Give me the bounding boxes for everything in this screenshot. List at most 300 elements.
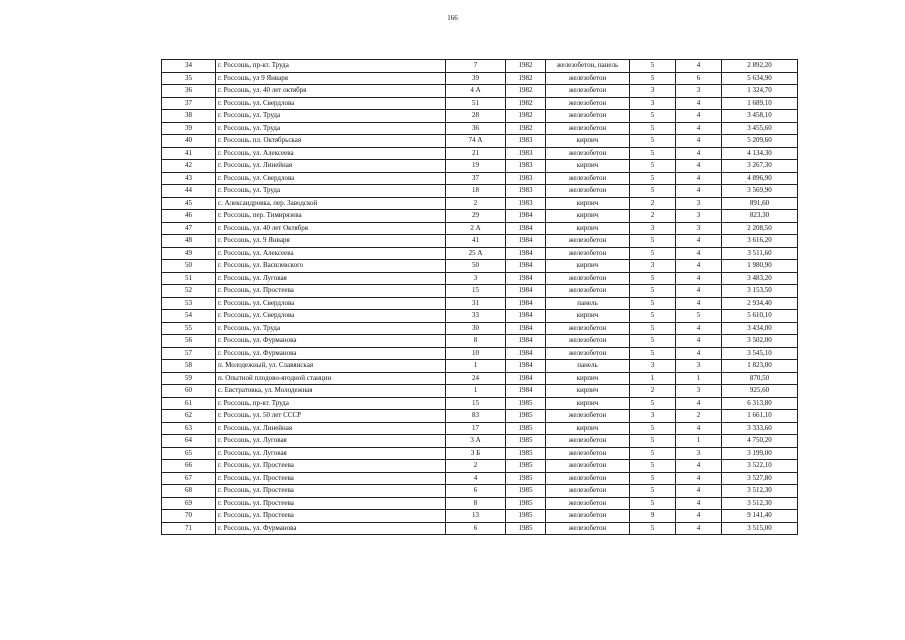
build-year-cell: 1983 xyxy=(506,147,546,160)
floors-cell: 5 xyxy=(630,322,676,335)
build-year-cell: 1982 xyxy=(506,85,546,98)
entrances-cell: 4 xyxy=(676,285,722,298)
area-cell: 3 458,10 xyxy=(722,110,798,123)
address-cell: г. Россошь, ул. Свердлова xyxy=(216,97,446,110)
table-row xyxy=(162,60,798,73)
floors-cell: 2 xyxy=(630,385,676,398)
floors-cell: 5 xyxy=(630,522,676,535)
table-row xyxy=(162,247,798,260)
build-year-cell: 1984 xyxy=(506,322,546,335)
house-number-cell: 10 xyxy=(446,347,506,360)
row-number: 46 xyxy=(162,210,216,223)
house-number-cell: 74 А xyxy=(446,135,506,148)
address-cell: г. Россошь, ул. Простеева xyxy=(216,485,446,498)
build-year-cell: 1983 xyxy=(506,185,546,198)
house-number-cell: 1 xyxy=(446,360,506,373)
area-cell: 3 616,20 xyxy=(722,235,798,248)
build-year-cell: 1984 xyxy=(506,285,546,298)
floors-cell: 3 xyxy=(630,222,676,235)
floors-cell: 5 xyxy=(630,272,676,285)
table-row xyxy=(162,322,798,335)
build-year-cell: 1984 xyxy=(506,260,546,273)
build-year-cell: 1984 xyxy=(506,272,546,285)
table-row xyxy=(162,460,798,473)
floors-cell: 5 xyxy=(630,447,676,460)
wall-material-cell: железобетон xyxy=(546,110,630,123)
row-number: 58 xyxy=(162,360,216,373)
address-cell: г. Россошь, ул. Труда xyxy=(216,122,446,135)
row-number: 54 xyxy=(162,310,216,323)
area-cell: 1 689,10 xyxy=(722,97,798,110)
address-cell: г. Россошь, ул. 9 Января xyxy=(216,235,446,248)
area-cell: 870,50 xyxy=(722,372,798,385)
table-row xyxy=(162,147,798,160)
row-number: 41 xyxy=(162,147,216,160)
area-cell: 2 892,20 xyxy=(722,60,798,73)
floors-cell: 5 xyxy=(630,160,676,173)
floors-cell: 5 xyxy=(630,122,676,135)
floors-cell: 5 xyxy=(630,285,676,298)
area-cell: 925,60 xyxy=(722,385,798,398)
area-cell: 5 610,10 xyxy=(722,310,798,323)
build-year-cell: 1984 xyxy=(506,372,546,385)
row-number: 51 xyxy=(162,272,216,285)
table-row xyxy=(162,485,798,498)
house-number-cell: 15 xyxy=(446,285,506,298)
house-number-cell: 19 xyxy=(446,160,506,173)
floors-cell: 5 xyxy=(630,235,676,248)
area-cell: 3 153,50 xyxy=(722,285,798,298)
floors-cell: 5 xyxy=(630,460,676,473)
build-year-cell: 1984 xyxy=(506,210,546,223)
table-row xyxy=(162,210,798,223)
table-row xyxy=(162,497,798,510)
row-number: 69 xyxy=(162,497,216,510)
address-cell: г. Россошь, ул. Василевского xyxy=(216,260,446,273)
floors-cell: 3 xyxy=(630,97,676,110)
entrances-cell: 4 xyxy=(676,260,722,273)
build-year-cell: 1985 xyxy=(506,472,546,485)
address-cell: г. Россошь, ул. Фурманова xyxy=(216,522,446,535)
floors-cell: 3 xyxy=(630,260,676,273)
row-number: 36 xyxy=(162,85,216,98)
entrances-cell: 4 xyxy=(676,160,722,173)
row-number: 50 xyxy=(162,260,216,273)
build-year-cell: 1984 xyxy=(506,297,546,310)
floors-cell: 5 xyxy=(630,485,676,498)
wall-material-cell: железобетон xyxy=(546,447,630,460)
table-row xyxy=(162,472,798,485)
address-cell: г. Россошь, ул. Свердлова xyxy=(216,172,446,185)
area-cell: 3 434,00 xyxy=(722,322,798,335)
house-number-cell: 31 xyxy=(446,297,506,310)
address-cell: г. Россошь, ул. Луговая xyxy=(216,435,446,448)
address-cell: г. Россошь, ул. Труда xyxy=(216,110,446,123)
address-cell: г. Россошь, пр-кт. Труда xyxy=(216,60,446,73)
row-number: 48 xyxy=(162,235,216,248)
area-cell: 1 324,70 xyxy=(722,85,798,98)
address-cell: с. Евстратовка, ул. Молодежная xyxy=(216,385,446,398)
table-row xyxy=(162,235,798,248)
build-year-cell: 1985 xyxy=(506,435,546,448)
row-number: 43 xyxy=(162,172,216,185)
row-number: 65 xyxy=(162,447,216,460)
house-number-cell: 36 xyxy=(446,122,506,135)
wall-material-cell: железобетон xyxy=(546,147,630,160)
entrances-cell: 3 xyxy=(676,85,722,98)
build-year-cell: 1984 xyxy=(506,235,546,248)
wall-material-cell: кирпич xyxy=(546,135,630,148)
wall-material-cell: железобетон xyxy=(546,185,630,198)
address-cell: г. Россошь, ул. 40 лет Октября xyxy=(216,222,446,235)
build-year-cell: 1984 xyxy=(506,247,546,260)
area-cell: 3 522,10 xyxy=(722,460,798,473)
table-row xyxy=(162,372,798,385)
build-year-cell: 1985 xyxy=(506,460,546,473)
floors-cell: 9 xyxy=(630,510,676,523)
table-row xyxy=(162,422,798,435)
wall-material-cell: железобетон xyxy=(546,460,630,473)
area-cell: 1 823,00 xyxy=(722,360,798,373)
house-number-cell: 2 xyxy=(446,460,506,473)
build-year-cell: 1985 xyxy=(506,447,546,460)
address-cell: г. Россошь, ул. Простеева xyxy=(216,460,446,473)
build-year-cell: 1982 xyxy=(506,97,546,110)
wall-material-cell: железобетон xyxy=(546,472,630,485)
area-cell: 891,60 xyxy=(722,197,798,210)
table-row xyxy=(162,197,798,210)
address-cell: г. Россошь, ул. Свердлова xyxy=(216,310,446,323)
build-year-cell: 1985 xyxy=(506,510,546,523)
floors-cell: 2 xyxy=(630,197,676,210)
build-year-cell: 1983 xyxy=(506,172,546,185)
build-year-cell: 1982 xyxy=(506,72,546,85)
row-number: 61 xyxy=(162,397,216,410)
row-number: 71 xyxy=(162,522,216,535)
entrances-cell: 4 xyxy=(676,497,722,510)
house-number-cell: 6 xyxy=(446,522,506,535)
entrances-cell: 6 xyxy=(676,72,722,85)
floors-cell: 3 xyxy=(630,360,676,373)
row-number: 53 xyxy=(162,297,216,310)
table-row xyxy=(162,510,798,523)
entrances-cell: 4 xyxy=(676,235,722,248)
floors-cell: 5 xyxy=(630,147,676,160)
wall-material-cell: железобетон, панель xyxy=(546,60,630,73)
house-number-cell: 18 xyxy=(446,185,506,198)
wall-material-cell: железобетон xyxy=(546,285,630,298)
area-cell: 3 515,00 xyxy=(722,522,798,535)
address-cell: г. Россошь, пер. Тимирязева xyxy=(216,210,446,223)
floors-cell: 5 xyxy=(630,72,676,85)
wall-material-cell: железобетон xyxy=(546,335,630,348)
housing-registry-table xyxy=(161,59,798,535)
table-row xyxy=(162,335,798,348)
row-number: 66 xyxy=(162,460,216,473)
address-cell: г. Россошь, пл. Октябрьская xyxy=(216,135,446,148)
entrances-cell: 4 xyxy=(676,60,722,73)
build-year-cell: 1985 xyxy=(506,397,546,410)
house-number-cell: 25 А xyxy=(446,247,506,260)
floors-cell: 5 xyxy=(630,335,676,348)
entrances-cell: 4 xyxy=(676,172,722,185)
address-cell: г. Россошь, ул. Труда xyxy=(216,185,446,198)
build-year-cell: 1982 xyxy=(506,60,546,73)
house-number-cell: 4 xyxy=(446,472,506,485)
area-cell: 3 511,60 xyxy=(722,247,798,260)
area-cell: 3 512,30 xyxy=(722,497,798,510)
address-cell: г. Россошь, ул. Линейная xyxy=(216,160,446,173)
house-number-cell: 50 xyxy=(446,260,506,273)
row-number: 37 xyxy=(162,97,216,110)
area-cell: 3 545,10 xyxy=(722,347,798,360)
floors-cell: 3 xyxy=(630,410,676,423)
entrances-cell: 4 xyxy=(676,422,722,435)
entrances-cell: 3 xyxy=(676,360,722,373)
wall-material-cell: железобетон xyxy=(546,122,630,135)
area-cell: 2 208,50 xyxy=(722,222,798,235)
area-cell: 5 209,60 xyxy=(722,135,798,148)
entrances-cell: 4 xyxy=(676,322,722,335)
build-year-cell: 1985 xyxy=(506,422,546,435)
row-number: 49 xyxy=(162,247,216,260)
entrances-cell: 4 xyxy=(676,510,722,523)
house-number-cell: 2 А xyxy=(446,222,506,235)
table-row xyxy=(162,160,798,173)
table-row xyxy=(162,172,798,185)
entrances-cell: 4 xyxy=(676,347,722,360)
table-row xyxy=(162,85,798,98)
house-number-cell: 8 xyxy=(446,497,506,510)
address-cell: г. Россошь, ул. Простеева xyxy=(216,497,446,510)
address-cell: г. Россошь, ул. Простеева xyxy=(216,472,446,485)
floors-cell: 5 xyxy=(630,422,676,435)
page-number: 166 xyxy=(447,14,458,22)
area-cell: 3 502,00 xyxy=(722,335,798,348)
floors-cell: 5 xyxy=(630,185,676,198)
table-row xyxy=(162,185,798,198)
table-row xyxy=(162,222,798,235)
area-cell: 4 134,30 xyxy=(722,147,798,160)
entrances-cell: 4 xyxy=(676,297,722,310)
area-cell: 3 333,60 xyxy=(722,422,798,435)
entrances-cell: 4 xyxy=(676,335,722,348)
house-number-cell: 39 xyxy=(446,72,506,85)
floors-cell: 5 xyxy=(630,60,676,73)
wall-material-cell: железобетон xyxy=(546,247,630,260)
area-cell: 4 896,90 xyxy=(722,172,798,185)
row-number: 39 xyxy=(162,122,216,135)
row-number: 55 xyxy=(162,322,216,335)
address-cell: г. Россошь, пр-кт. Труда xyxy=(216,397,446,410)
floors-cell: 5 xyxy=(630,110,676,123)
table-row xyxy=(162,72,798,85)
row-number: 42 xyxy=(162,160,216,173)
area-cell: 5 634,90 xyxy=(722,72,798,85)
wall-material-cell: панель xyxy=(546,360,630,373)
house-number-cell: 4 А xyxy=(446,85,506,98)
build-year-cell: 1985 xyxy=(506,485,546,498)
house-number-cell: 3 xyxy=(446,272,506,285)
floors-cell: 5 xyxy=(630,172,676,185)
table-row xyxy=(162,135,798,148)
entrances-cell: 4 xyxy=(676,460,722,473)
address-cell: г. Россошь, ул. Фурманова xyxy=(216,335,446,348)
area-cell: 2 934,40 xyxy=(722,297,798,310)
house-number-cell: 37 xyxy=(446,172,506,185)
table-row xyxy=(162,385,798,398)
wall-material-cell: железобетон xyxy=(546,510,630,523)
house-number-cell: 33 xyxy=(446,310,506,323)
build-year-cell: 1984 xyxy=(506,222,546,235)
build-year-cell: 1983 xyxy=(506,135,546,148)
wall-material-cell: кирпич xyxy=(546,222,630,235)
address-cell: г. Россошь, ул. Простеева xyxy=(216,285,446,298)
wall-material-cell: кирпич xyxy=(546,310,630,323)
table-row xyxy=(162,285,798,298)
area-cell: 3 527,80 xyxy=(722,472,798,485)
build-year-cell: 1984 xyxy=(506,335,546,348)
table-row xyxy=(162,447,798,460)
entrances-cell: 1 xyxy=(676,435,722,448)
row-number: 67 xyxy=(162,472,216,485)
house-number-cell: 28 xyxy=(446,110,506,123)
wall-material-cell: кирпич xyxy=(546,372,630,385)
row-number: 68 xyxy=(162,485,216,498)
build-year-cell: 1984 xyxy=(506,347,546,360)
wall-material-cell: кирпич xyxy=(546,422,630,435)
row-number: 70 xyxy=(162,510,216,523)
row-number: 40 xyxy=(162,135,216,148)
entrances-cell: 3 xyxy=(676,197,722,210)
address-cell: п. Молодежный, ул. Славянская xyxy=(216,360,446,373)
floors-cell: 3 xyxy=(630,85,676,98)
table-row xyxy=(162,97,798,110)
table-row xyxy=(162,347,798,360)
floors-cell: 5 xyxy=(630,297,676,310)
house-number-cell: 15 xyxy=(446,397,506,410)
entrances-cell: 4 xyxy=(676,272,722,285)
row-number: 38 xyxy=(162,110,216,123)
entrances-cell: 4 xyxy=(676,247,722,260)
table-row xyxy=(162,360,798,373)
entrances-cell: 4 xyxy=(676,522,722,535)
row-number: 44 xyxy=(162,185,216,198)
house-number-cell: 41 xyxy=(446,235,506,248)
floors-cell: 5 xyxy=(630,397,676,410)
wall-material-cell: железобетон xyxy=(546,497,630,510)
address-cell: г. Россошь, ул. 50 лет СССР xyxy=(216,410,446,423)
row-number: 47 xyxy=(162,222,216,235)
house-number-cell: 13 xyxy=(446,510,506,523)
row-number: 57 xyxy=(162,347,216,360)
floors-cell: 5 xyxy=(630,135,676,148)
house-number-cell: 2 xyxy=(446,197,506,210)
row-number: 60 xyxy=(162,385,216,398)
build-year-cell: 1982 xyxy=(506,122,546,135)
entrances-cell: 4 xyxy=(676,135,722,148)
wall-material-cell: железобетон xyxy=(546,235,630,248)
area-cell: 3 483,20 xyxy=(722,272,798,285)
wall-material-cell: железобетон xyxy=(546,172,630,185)
entrances-cell: 3 xyxy=(676,210,722,223)
row-number: 45 xyxy=(162,197,216,210)
build-year-cell: 1984 xyxy=(506,310,546,323)
area-cell: 3 512,30 xyxy=(722,485,798,498)
registry-body xyxy=(162,60,798,535)
table-row xyxy=(162,522,798,535)
house-number-cell: 24 xyxy=(446,372,506,385)
floors-cell: 1 xyxy=(630,372,676,385)
entrances-cell: 4 xyxy=(676,122,722,135)
entrances-cell: 4 xyxy=(676,397,722,410)
floors-cell: 5 xyxy=(630,497,676,510)
entrances-cell: 1 xyxy=(676,372,722,385)
table-row xyxy=(162,122,798,135)
wall-material-cell: кирпич xyxy=(546,197,630,210)
entrances-cell: 4 xyxy=(676,147,722,160)
build-year-cell: 1983 xyxy=(506,160,546,173)
house-number-cell: 29 xyxy=(446,210,506,223)
table-row xyxy=(162,260,798,273)
area-cell: 3 267,30 xyxy=(722,160,798,173)
table-row xyxy=(162,310,798,323)
wall-material-cell: кирпич xyxy=(546,260,630,273)
row-number: 63 xyxy=(162,422,216,435)
table-row xyxy=(162,272,798,285)
row-number: 56 xyxy=(162,335,216,348)
entrances-cell: 3 xyxy=(676,447,722,460)
wall-material-cell: железобетон xyxy=(546,485,630,498)
address-cell: г. Россошь, ул. Свердлова xyxy=(216,297,446,310)
build-year-cell: 1985 xyxy=(506,410,546,423)
table-row xyxy=(162,435,798,448)
area-cell: 3 569,90 xyxy=(722,185,798,198)
area-cell: 3 455,60 xyxy=(722,122,798,135)
area-cell: 1 661,10 xyxy=(722,410,798,423)
area-cell: 4 750,20 xyxy=(722,435,798,448)
wall-material-cell: железобетон xyxy=(546,435,630,448)
table-row xyxy=(162,410,798,423)
wall-material-cell: железобетон xyxy=(546,322,630,335)
wall-material-cell: железобетон xyxy=(546,522,630,535)
address-cell: г. Россошь, ул. Луговая xyxy=(216,447,446,460)
table-row xyxy=(162,110,798,123)
address-cell: г. Россошь, ул. Алексеева xyxy=(216,247,446,260)
row-number: 35 xyxy=(162,72,216,85)
house-number-cell: 3 А xyxy=(446,435,506,448)
wall-material-cell: железобетон xyxy=(546,72,630,85)
floors-cell: 2 xyxy=(630,210,676,223)
entrances-cell: 4 xyxy=(676,110,722,123)
wall-material-cell: кирпич xyxy=(546,210,630,223)
build-year-cell: 1985 xyxy=(506,522,546,535)
row-number: 52 xyxy=(162,285,216,298)
house-number-cell: 7 xyxy=(446,60,506,73)
wall-material-cell: железобетон xyxy=(546,85,630,98)
floors-cell: 5 xyxy=(630,472,676,485)
area-cell: 3 199,00 xyxy=(722,447,798,460)
wall-material-cell: кирпич xyxy=(546,397,630,410)
area-cell: 9 141,40 xyxy=(722,510,798,523)
house-number-cell: 1 xyxy=(446,385,506,398)
entrances-cell: 3 xyxy=(676,222,722,235)
house-number-cell: 8 xyxy=(446,335,506,348)
row-number: 59 xyxy=(162,372,216,385)
address-cell: г. Россошь, ул. Фурманова xyxy=(216,347,446,360)
row-number: 64 xyxy=(162,435,216,448)
address-cell: г. Россошь, ул. Труда xyxy=(216,322,446,335)
